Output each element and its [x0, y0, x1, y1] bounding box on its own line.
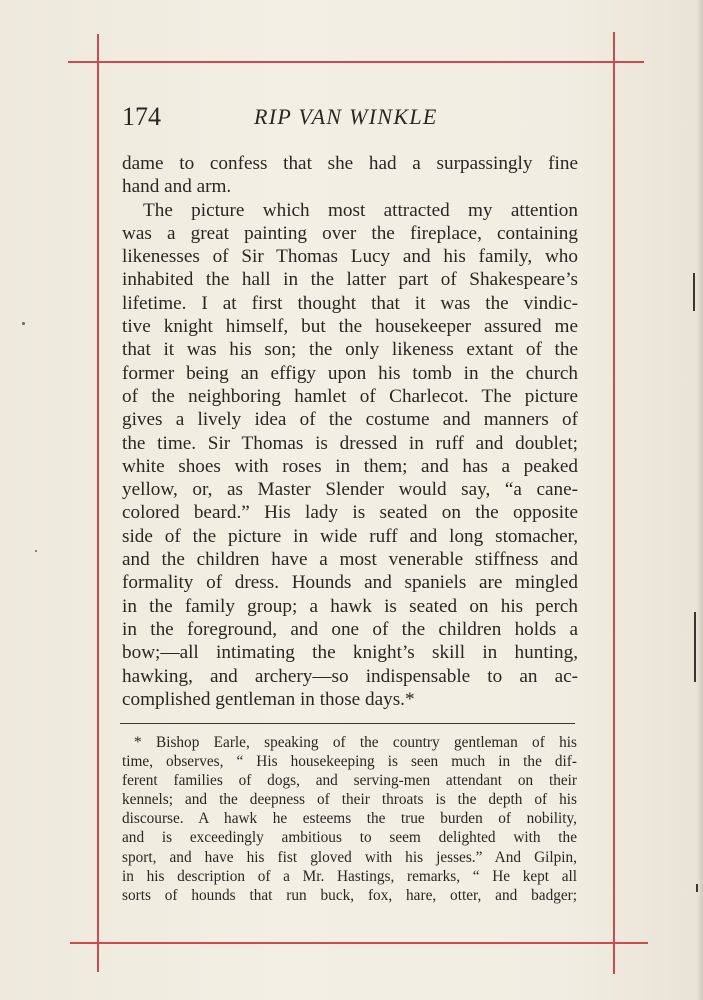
body-line: likenesses of Sir Thomas Lucy and his family, who [122, 246, 578, 268]
body-line: The picture which most attracted my attention [143, 199, 578, 221]
body-line: colored beard.” His lady is seated on the opposite [122, 502, 578, 524]
footnote-line: kennels; and the deepness of their throats is the depth of his [122, 791, 577, 809]
bottom-border-rule [70, 942, 648, 944]
body-line: lifetime. I at first thought that it was the vindic- [122, 292, 578, 314]
footnote-line: in his description of a Mr. Hastings, remarks, “ He kept all [122, 867, 577, 885]
running-head [122, 101, 578, 133]
body-line: of the neighboring hamlet of Charlecot. The picture [122, 385, 578, 407]
footnote [122, 733, 577, 905]
body-line: the time. Sir Thomas is dressed in ruff and doublet; [122, 432, 578, 454]
footnote-line: and is exceedingly ambitious to seem delighted with the [122, 829, 577, 847]
footnote-line: sorts of hounds that run buck, fox, hare, otter, and badger; [122, 886, 577, 904]
body-line: tive knight himself, but the housekeeper assured me [122, 316, 578, 338]
footnote-separator [120, 723, 575, 724]
footnote-line: time, observes, “ His housekeeping is seen much in the dif- [122, 753, 577, 771]
body-line: yellow, or, as Master Slender would say, “a cane- [122, 479, 578, 501]
right-border-rule [613, 32, 615, 974]
margin-mark [693, 273, 695, 311]
body-line: former being an effigy upon his tomb in the church [122, 362, 578, 384]
margin-mark [696, 884, 698, 892]
top-border-rule [68, 61, 644, 63]
body-line: inhabited the hall in the latter part of Shakespeare’s [122, 269, 578, 291]
body-line: gives a lively idea of the costume and manners of [122, 409, 578, 431]
body-line: dame to confess that she had a surpassingly fine [122, 153, 578, 174]
footnote-line: sport, and have his fist gloved with his jesses.” And Gilpin, [122, 848, 577, 866]
body-line: complished gentleman in those days.* [122, 688, 415, 710]
body-text [122, 152, 578, 711]
left-border-rule [97, 34, 99, 972]
body-line: formality of dress. Hounds and spaniels are mingled [122, 572, 578, 594]
book-title: RIP VAN WINKLE [254, 104, 438, 129]
paper-speck [22, 322, 25, 325]
body-line: that it was his son; the only likeness extant of the [122, 339, 578, 361]
body-line: in the foreground, and one of the children holds a [122, 618, 578, 640]
paper-speck [35, 550, 37, 552]
body-line: bow;—all intimating the knight’s skill in hunting, [122, 642, 578, 664]
page-edge-shadow [697, 0, 703, 1000]
body-line: in the family group; a hawk is seated on his perch [122, 595, 578, 617]
body-line: hawking, and archery—so indispensable to an ac- [122, 665, 578, 687]
footnote-line: ferent families of dogs, and serving-men attendant on their [122, 772, 577, 790]
body-line: white shoes with roses in them; and has a peaked [122, 455, 578, 477]
body-line: hand and arm. [122, 176, 232, 198]
page-number: 174 [122, 102, 161, 131]
footnote-line: discourse. A hawk he esteems the true burden of nobility, [122, 810, 577, 828]
body-line: and the children have a most venerable stiffness and [122, 549, 578, 571]
body-line: was a great painting over the fireplace, containing [122, 222, 578, 244]
footnote-line: * Bishop Earle, speaking of the country gentleman of his [134, 734, 577, 751]
margin-mark [694, 612, 696, 682]
body-line: side of the picture in wide ruff and long stomacher, [122, 525, 578, 547]
